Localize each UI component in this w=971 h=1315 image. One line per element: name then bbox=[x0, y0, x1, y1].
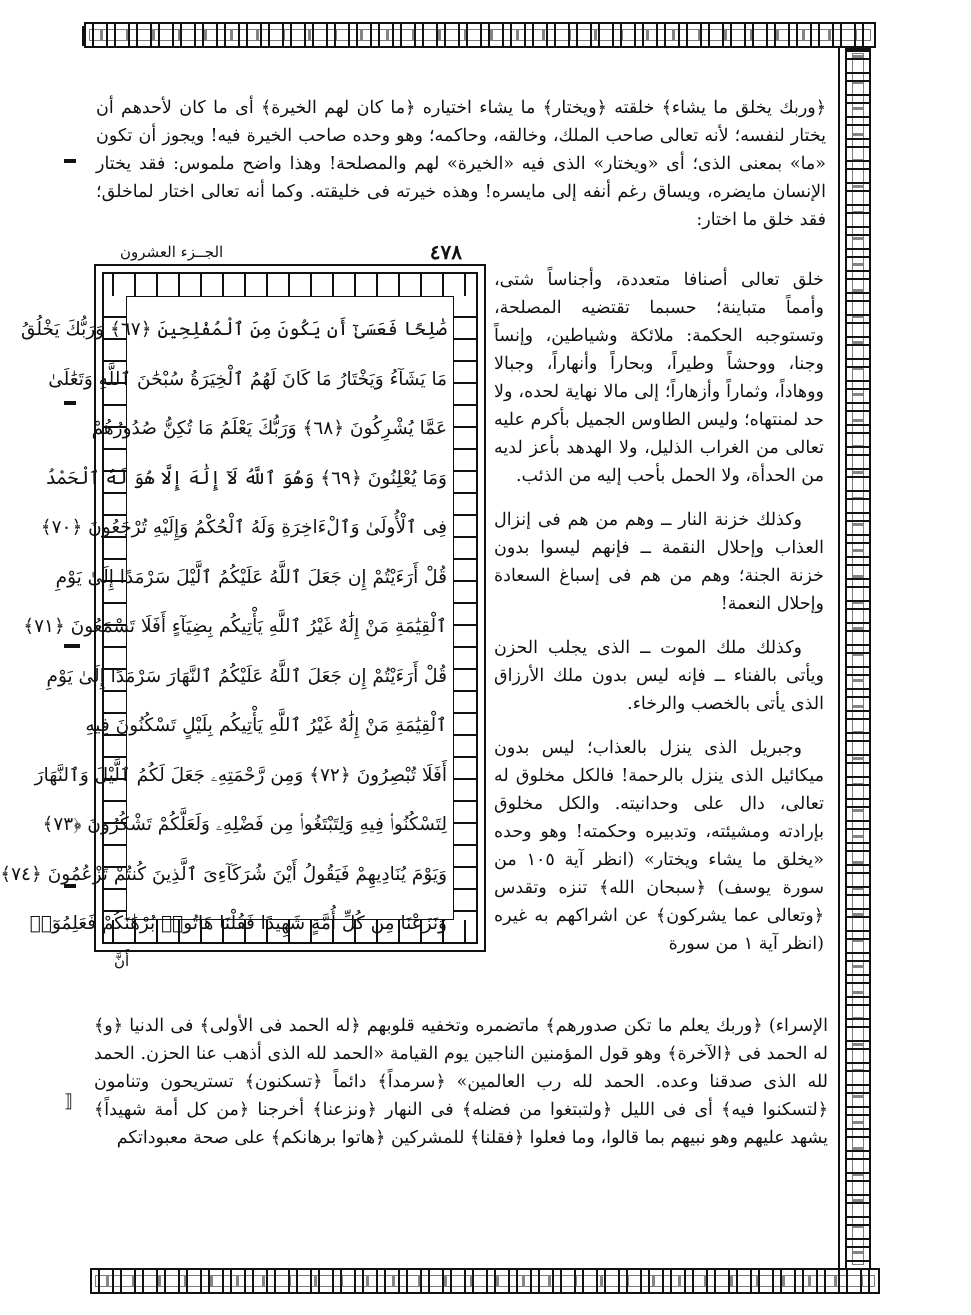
quran-line: ٱلْقِيَٰمَةِ مَنْ إِلَٰهٌ غَيْرُ ٱللَّهِ يَأْتِيكُم بِضِيَآءٍ أَفَلَا تَسْمَعُونَ ﴿٧١﴾ bbox=[23, 616, 447, 637]
commentary-paragraph: خلق تعالى أصنافا متعددة، وأجناساً شتى، وأمماً متباينة؛ حسبما تقتضيه المصلحة، وتستوجبه الحكمة: ملائكة وشياطين، وإنساً وجنا، ووحشاً وطيراً، وبحاراً وأنهاراً، وجبالا ووهاداً، وثماراً وأزهاراً؛ إلى مالا نهاية لحده، ولا حد لمنتهاه؛ وليس الطاوس الجميل بأكرم عليه تعالى من الغراب الذليل، ولا الهدهد بأعز لديه من الحدأة، ولا الحمل بأحب إليه من الذئب. bbox=[494, 270, 824, 486]
commentary-paragraph: وكذلك خزنة النار ــ وهم من هم فى إنزال العذاب وإحلال النقمة ــ فإنهم ليسوا بدون خزنة الجنة؛ وهم من هم فى إسباغ السعادة وإحلال النعمة! bbox=[494, 510, 824, 614]
quran-line: وَيَوْمَ يُنَادِيهِمْ فَيَقُولُ أَيْنَ شُرَكَآءِىَ ٱلَّذِينَ كُنتُمْ تَزْعُمُونَ ﴿٧٤﴾ bbox=[0, 863, 447, 885]
quran-panel bbox=[0, 264, 486, 952]
top-ornamental-border bbox=[84, 22, 876, 48]
commentary-top: ﴿وربك يخلق ما يشاء﴾ خلقته ﴿ويختار﴾ ما يشاء اختياره ﴿ما كان لهم الخيرة﴾ أى ما كان لأحدهم أن يختار لنفسه؛ لأنه تعالى صاحب الملك، وخالقه، وحاكمه؛ وهو وحده صاحب الخيرة فيه! ويجوز أن تكون «ما» بمعنى الذى؛ أى «ويختار» الذى فيه «الخيرة» لهم والمصلحة! وهذا واضح ملموس: فقد يختار الإنسان مايضره، ويساق رغم أنفه إلى مايسره! وهذه خيرته فى خليقته. وكما أنه تعالى اختار لماخلق؛ فقد خلق ما اختار: bbox=[96, 98, 826, 230]
quran-line: وَمَا يُعْلِنُونَ ﴿٦٩﴾ وَهُوَ ٱللَّهُ لَآ إِلَٰهَ إِلَّا هُوَ لَهُ ٱلْحَمْدُ bbox=[45, 467, 447, 489]
right-margin-rule bbox=[838, 48, 840, 1270]
quran-line: أَفَلَا تُبْصِرُونَ ﴿٧٢﴾ وَمِن رَّحْمَتِهِۦ جَعَلَ لَكُمُ ٱلَّيْلَ وَٱلنَّهَارَ bbox=[34, 764, 447, 786]
page-number: ٤٧٨ bbox=[429, 240, 462, 264]
quran-line: صَٰلِحًا فَعَسَىٰٓ أَن يَكُونَ مِنَ ٱلْمُفْلِحِينَ ﴿٦٧﴾ وَرَبُّكَ يَخْلُقُ bbox=[20, 319, 447, 340]
quran-line: عَمَّا يُشْرِكُونَ ﴿٦٨﴾ وَرَبُّكَ يَعْلَمُ مَا تُكِنُّ صُدُورُهُمْ bbox=[91, 418, 447, 439]
right-ornamental-border bbox=[845, 48, 871, 1270]
commentary-paragraph: وجبريل الذى ينزل بالعذاب؛ ليس بدون ميكائيل الذى ينزل بالرحمة! فالكل مخلوق له تعالى، دال على وحدانيته. والكل مخلوق بإرادته ومشيئته، وتدبيره وحكمته! وهو وحده «يخلق ما يشاء ويختار» (انظر آية ١٠٥ من سورة يوسف) ﴿سبحان الله﴾ تنزه وتقدس ﴿وتعالى عما يشركون﴾ عن اشراكهم به غيره (انظر آية ١ من سورة bbox=[494, 738, 824, 954]
left-corner-rule bbox=[82, 26, 84, 46]
juz-title: الجــزء العشرون bbox=[120, 243, 224, 261]
commentary-right-column bbox=[494, 266, 824, 974]
quran-line: وَنَزَعْنَا مِن كُلِّ أُمَّةٍ شَهِيدًا فَقُلْنَا هَاتُوا۟ بُرْهَٰنَكُمْ فَعَلِمُوٓا۟ bbox=[29, 913, 447, 934]
commentary-paragraph: وكذلك ملك الموت ــ الذى يجلب الحزن ويأتى بالفناء ــ فإنه ليس بدون ملك الأرزاق الذى يأتى بالخصب والرخاء. bbox=[494, 638, 824, 714]
quran-line: لِتَسْكُنُوا۟ فِيهِ وَلِتَبْتَغُوا۟ مِن فَضْلِهِۦ وَلَعَلَّكُمْ تَشْكُرُونَ ﴿٧٣﴾ bbox=[42, 814, 447, 835]
bottom-ornamental-border bbox=[90, 1268, 880, 1294]
quran-text-block bbox=[0, 296, 454, 934]
catchword: أَنَّ bbox=[114, 952, 130, 970]
commentary-bottom: الإسراء) ﴿وربك يعلم ما تكن صدورهم﴾ ماتضمره وتخفيه قلوبهم ﴿له الحمد فى الأولى﴾ فى الدنيا ﴿و﴾ له الحمد فى ﴿الآخرة﴾ وهو قول المؤمنين الناجين يوم القيامة «الحمد لله الذى أذهب عنا الحزن. الحمد لله الذى صدقنا وعده. الحمد لله رب العالمين» ﴿سرمداً﴾ دائماً ﴿تسكنون﴾ تستريحون وتنامون ﴿لتسكنوا فيه﴾ أى فى الليل ﴿ولتبتغوا من فضله﴾ فى النهار ﴿ونزعنا﴾ أخرجنا ﴿من كل أمة شهيداً﴾ يشهد عليهم وهو نبيهم بما قالوا، وما فعلوا ﴿فقلنا﴾ للمشركين ﴿هاتوا برهانكم﴾ على صحة معبوداتكم bbox=[94, 1016, 828, 1148]
quran-line: قُلْ أَرَءَيْتُمْ إِن جَعَلَ ٱللَّهُ عَلَيْكُمُ ٱلنَّهَارَ سَرْمَدًا إِلَىٰ يَوْمِ bbox=[46, 665, 447, 687]
page-header bbox=[96, 241, 486, 263]
quran-line: قُلْ أَرَءَيْتُمْ إِن جَعَلَ ٱللَّهُ عَلَيْكُمُ ٱلَّيْلَ سَرْمَدًا إِلَىٰ يَوْمِ bbox=[55, 566, 447, 588]
margin-bracket-icon: ⟦ bbox=[64, 1091, 73, 1112]
quran-line: مَا يَشَآءُ وَيَخْتَارُ مَا كَانَ لَهُمُ ٱلْخِيَرَةُ سُبْحَٰنَ ٱللَّهِ وَتَعَٰلَىٰ bbox=[48, 368, 447, 390]
margin-mark bbox=[64, 159, 76, 163]
quran-line: فِى ٱلْأُولَىٰ وَٱلْءَاخِرَةِ وَلَهُ ٱلْحُكْمُ وَإِلَيْهِ تُرْجَعُونَ ﴿٧٠﴾ bbox=[40, 517, 447, 538]
quran-line: ٱلْقِيَٰمَةِ مَنْ إِلَٰهٌ غَيْرُ ٱللَّهِ يَأْتِيكُم بِلَيْلٍ تَسْكُنُونَ فِيهِ bbox=[85, 715, 447, 736]
